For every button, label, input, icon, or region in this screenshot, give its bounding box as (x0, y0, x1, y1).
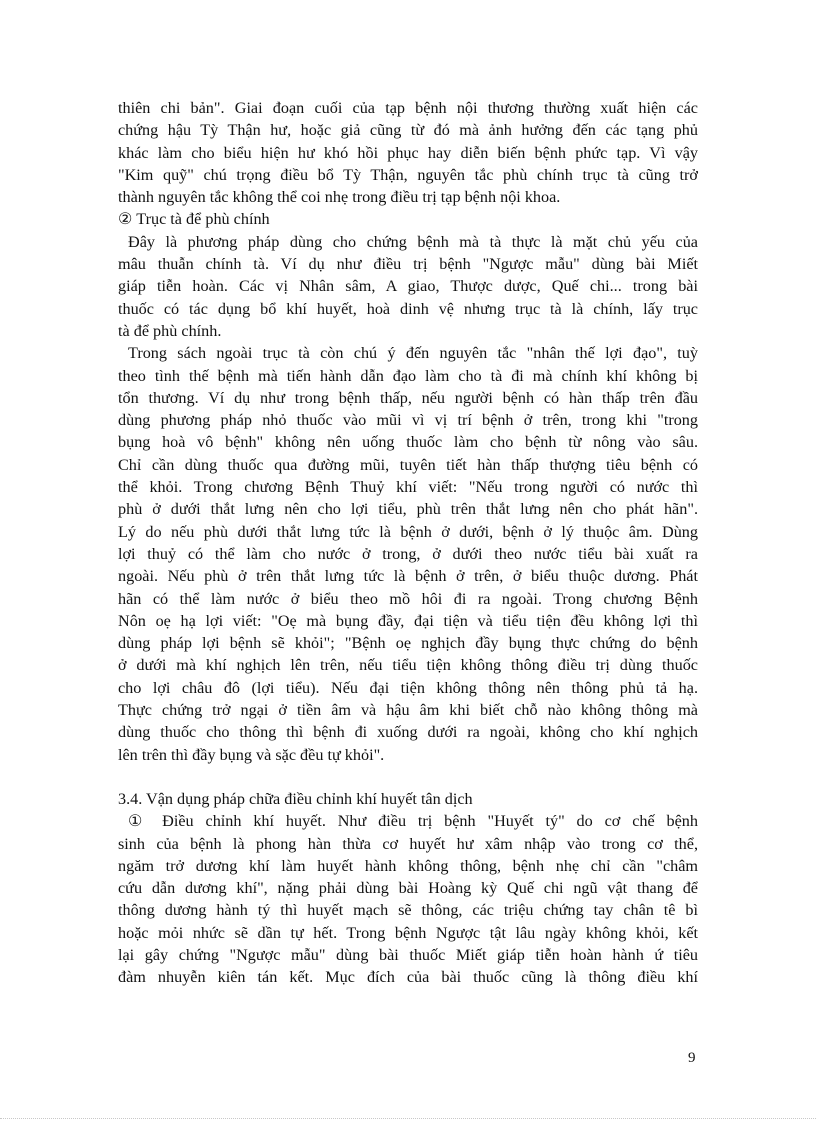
text-line: cứu dẫn dương khí", nặng phải dùng bài Hoàng kỳ Quế chi ngũ vật thang để (118, 879, 698, 898)
text-line: Trong sách ngoài trục tà còn chú ý đến nguyên tắc "nhân thế lợi đạo", tuỳ (128, 344, 698, 363)
text-line: lại gây chứng "Ngược mẫu" dùng bài thuốc Miết giáp tiễn hoàn hành ứ tiêu (118, 945, 698, 964)
text-line: thông dương hành tý thì huyết mạch sẽ thông, các triệu chứng tay chân tê bì (118, 901, 698, 920)
text-line: thành nguyên tắc không thể coi nhẹ trong điều trị tạp bệnh nội khoa. (118, 188, 561, 207)
text-line: khác làm cho biểu hiện hư khó hồi phục hay diễn biến bệnh phức tạp. Vì vậy (118, 143, 698, 162)
paragraph-p1 (118, 97, 698, 208)
text-line: cho lợi châu đô (lợi tiểu). Nếu đại tiện không thông nên thông phủ tả hạ. (118, 678, 698, 697)
paragraph-p3 (118, 231, 698, 342)
text-line: 3.4. Vận dụng pháp chữa điều chỉnh khí huyết tân dịch (118, 789, 473, 808)
text-line: ở dưới mà khí nghịch lên trên, nếu tiểu tiện không thông điều trị dùng thuốc (118, 656, 698, 675)
text-line: thuốc có tác dụng bổ khí huyết, hoà dinh vệ nhưng trục tà là chính, lấy trục (118, 299, 698, 318)
text-line: sinh của bệnh là phong hàn thừa cơ huyết hư xâm nhập vào trong cơ thể, (118, 834, 698, 853)
text-line: Thực chứng trở ngại ở tiền âm và hậu âm khi biết chỗ nào không thông mà (118, 701, 698, 720)
text-line: hãn có thể làm nước ở biểu theo mồ hôi đi ra ngoài. Trong chương Bệnh (118, 589, 698, 608)
text-line: Lý do nếu phù dưới thắt lưng tức là bệnh ở dưới, bệnh ở lý thuộc âm. Dùng (118, 522, 698, 541)
text-line: chứng hậu Tỳ Thận hư, hoặc giả cũng từ đó mà ảnh hưởng đến các tạng phủ (118, 121, 698, 140)
text-line: lên trên thì đầy bụng và sặc đều tự khỏi". (118, 745, 385, 764)
text-line: lợi thuỷ có thể làm cho nước ở trong, ở dưới theo nước tiểu bài xuất ra (118, 544, 698, 563)
text-line: tà để phù chính. (118, 321, 222, 340)
paragraph-p6 (118, 810, 698, 988)
document-body (118, 97, 698, 989)
text-line: dùng thuốc cho thông thì bệnh đi xuống dưới ra ngoài, không cho khí nghịch (118, 723, 698, 742)
text-line: dùng pháp lợi bệnh sẽ khỏi"; "Bệnh oẹ nghịch đầy bụng thực chứng do bệnh (118, 634, 698, 653)
page-bottom-divider (0, 1118, 816, 1119)
text-line: ② Trục tà để phù chính (118, 210, 270, 229)
text-line: đàm nhuyễn kiên tán kết. Mục đích của bài thuốc cũng là thông điều khí (118, 968, 698, 987)
page-number: 9 (688, 1050, 696, 1066)
text-line: giáp tiễn hoàn. Các vị Nhân sâm, A giao, Thược dược, Quế chi... trong bài (118, 277, 698, 296)
text-line: mâu thuẫn chính tà. Ví dụ như điều trị bệnh "Ngược mẫu" dùng bài Miết (118, 255, 698, 274)
text-line: thiên chi bản". Giai đoạn cuối của tạp bệnh nội thương thường xuất hiện các (118, 99, 698, 117)
text-line: theo tình thế bệnh mà tiến hành dẫn đạo làm cho tà đi mà chính khí không bị (118, 366, 698, 385)
paragraph-gap (118, 766, 698, 788)
paragraph-p5 (118, 788, 698, 810)
text-line: ngoài. Nếu phù ở trên thắt lưng tức là bệnh ở trên, ở biểu thuộc dương. Phát (118, 567, 698, 586)
text-line: dùng phương pháp nhỏ thuốc vào mũi vì vị trí bệnh ở trên, trong khi "trong (118, 411, 698, 430)
text-line: Chỉ cần dùng thuốc qua đường mũi, tuyên tiết hàn thấp thượng tiêu bệnh có (118, 455, 698, 474)
paragraph-p4 (118, 342, 698, 766)
text-line: tổn thương. Ví dụ như trong bệnh thấp, nếu người bệnh có hàn thấp trên đầu (118, 388, 698, 407)
text-line: Nôn oẹ hạ lợi viết: "Oẹ mà bụng đầy, đại tiện và tiểu tiện đều không lợi thì (118, 611, 698, 630)
text-line: ① Điều chỉnh khí huyết. Như điều trị bệnh "Huyết tý" do cơ chế bệnh (128, 812, 698, 831)
text-line: Đây là phương pháp dùng cho chứng bệnh mà tà thực là mặt chủ yếu của (128, 232, 698, 251)
text-line: hoặc mỏi nhức sẽ dần tự hết. Trong bệnh Ngược tật lâu ngày không khỏi, kết (118, 923, 698, 942)
paragraph-p2 (118, 208, 698, 230)
text-line: bụng hoà vô bệnh" không nên uống thuốc làm cho bệnh từ nông vào sâu. (118, 433, 698, 452)
text-line: thể khỏi. Trong chương Bệnh Thuỷ khí viết: "Nếu trong người có nước thì (118, 478, 698, 497)
text-line: "Kim quỹ" chú trọng điều bổ Tỳ Thận, nguyên tắc phù chính trục tà cũng trở (118, 165, 698, 184)
text-line: phù ở dưới thắt lưng nên cho lợi tiểu, phù trên thắt lưng nên cho phát hãn". (118, 500, 698, 519)
text-line: ngăm trở dương khí làm huyết hành không thông, bệnh nhẹ chỉ cần "châm (118, 856, 698, 875)
